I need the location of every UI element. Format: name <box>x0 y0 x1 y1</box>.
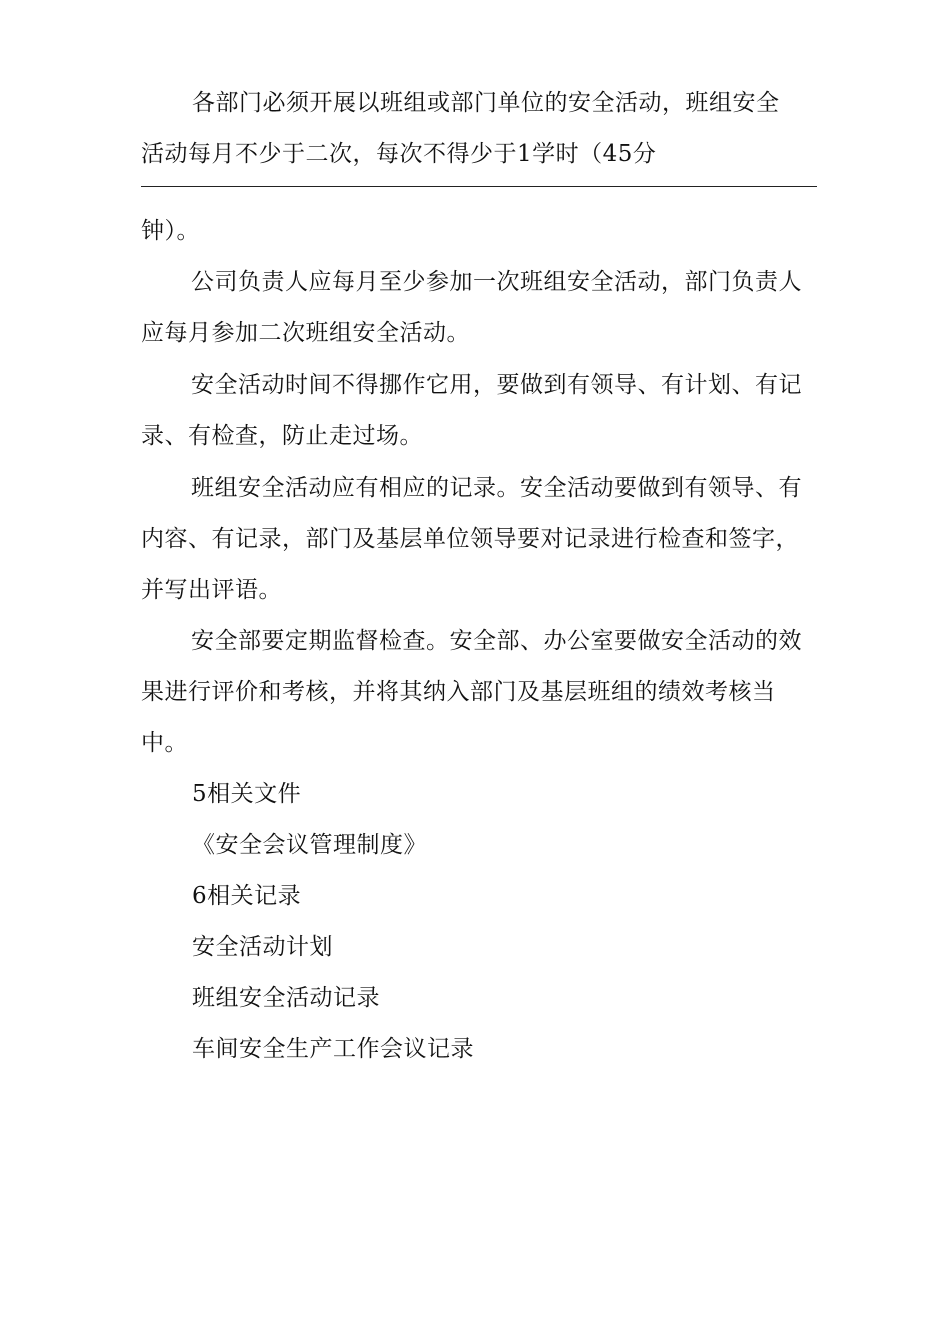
related-records-heading: 6相关记录 <box>192 883 302 909</box>
record-item-2: 班组安全活动记录 <box>192 985 380 1011</box>
related-file-item: 《安全会议管理制度》 <box>192 832 427 858</box>
horizontal-rule <box>141 186 817 187</box>
paragraph-1-line-3: 钟）。 <box>141 218 200 244</box>
paragraph-4: 班组安全活动应有相应的记录。安全活动要做到有领导、有内容、有记录，部门及基层单位领导要对记录进行检查和签字，并写出评语。 <box>141 475 802 603</box>
paragraph-3: 安全活动时间不得挪作它用，要做到有领导、有计划、有记录、有检查，防止走过场。 <box>141 372 802 449</box>
related-files-heading: 5相关文件 <box>192 781 302 807</box>
paragraph-2: 公司负责人应每月至少参加一次班组安全活动，部门负责人应每月参加二次班组安全活动。 <box>141 269 802 346</box>
paragraph-1-line-2: 活动每月不少于二次，每次不得少于1学时（45分 <box>141 141 657 167</box>
record-item-1: 安全活动计划 <box>192 934 333 960</box>
paragraph-1-line-1: 各部门必须开展以班组或部门单位的安全活动，班组安全 <box>192 90 780 116</box>
record-item-3: 车间安全生产工作会议记录 <box>192 1036 474 1062</box>
paragraph-5: 安全部要定期监督检查。安全部、办公室要做安全活动的效果进行评价和考核，并将其纳入部门及基层班组的绩效考核当中。 <box>141 628 802 756</box>
